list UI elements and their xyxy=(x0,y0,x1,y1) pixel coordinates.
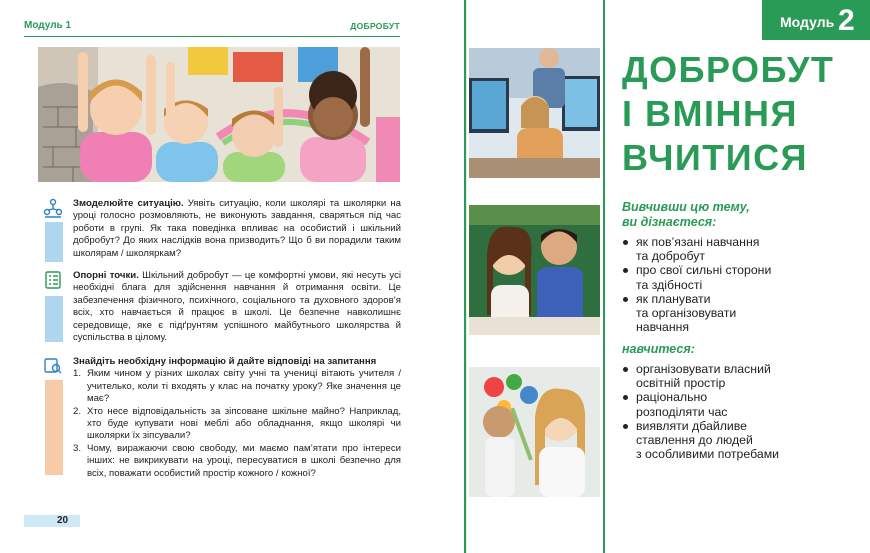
children-photo xyxy=(38,47,400,182)
questions-list xyxy=(73,368,401,480)
people-network-icon xyxy=(43,198,63,218)
module-tab-label: Модуль xyxy=(780,14,835,30)
module-tab-number: 2 xyxy=(838,4,855,37)
module-title: ДОБРОБУТ І ВМІННЯ ВЧИТИСЯ xyxy=(622,49,835,178)
key-points-block xyxy=(43,270,401,345)
accent-bar xyxy=(45,296,63,342)
accent-bar xyxy=(45,222,63,262)
list-item: як пов’язані навчання та добробут xyxy=(622,235,771,263)
science-photo xyxy=(469,367,600,497)
list-item: 2. Хто несе відповідальність за зіпсоване шкільне майно? Наприклад, хто буде купувати нові меблі або обладнання, якщо школярі чи школярки їх зіпсували? xyxy=(73,405,401,442)
learn-heading: Вивчивши цю тему, ви дізнаєтеся: xyxy=(622,200,750,229)
list-item: раціонально розподіляти час xyxy=(622,390,779,418)
list-item: виявляти дбайливе ставлення до людей з особливими потребами xyxy=(622,419,779,462)
block-lead: Опорні точки. xyxy=(73,270,139,281)
module-label: Модуль 1 xyxy=(24,20,72,31)
block-lead: Знайдіть необхідну інформацію й дайте відповіді на запитання xyxy=(73,356,377,367)
divider-line xyxy=(603,0,605,553)
search-device-icon xyxy=(43,356,63,376)
list-item: 1. Яким чином у різних школах світу учні та учениці вітають учителя / учителько, коли ті входять у клас на початку уроку? Яке значення це має? xyxy=(73,368,401,405)
skills-list xyxy=(622,362,779,461)
checklist-icon xyxy=(43,270,63,290)
accent-bar xyxy=(45,380,63,475)
block-text: Уявіть ситуацію, коли школярі та школярки на уроці голосно розмовляють, не виконують завдання, сваряться під час роботи в групі. Як така поведінка впливає на особистий і шкільний добробут? До яких наслідків вона призводить? Що б ви порадили таким школярам / школяркам? xyxy=(73,198,401,259)
list-item: організовувати власний освітній простір xyxy=(622,362,779,390)
block-text: Шкільний добробут — це комфортні умови, які несуть усі необхідні блага для здійснення навчання й отримання освіти. Це забезпечення фізичного, психічного, соціального та духовного здоров’я всіх, хто навчається й працює в школі. Це безпечне навколишнє середовище, яке є підґрунтям успішного майбутнього школярства й суспільства в цілому. xyxy=(73,270,401,344)
list-item: 3. Чому, виражаючи свою свободу, ми маємо пам’ятати про інтереси інших: не викрикувати на уроці, пересуватися в школі безпечно для всіх, поважати особистий простір кожного / кожної? xyxy=(73,442,401,479)
computer-class-photo xyxy=(469,48,600,178)
page-number: 20 xyxy=(24,515,80,527)
running-header xyxy=(24,18,400,37)
list-item: як планувати та організовувати навчання xyxy=(622,292,771,335)
module-tab xyxy=(762,0,870,40)
modeling-block xyxy=(43,198,401,262)
block-lead: Змоделюйте ситуацію. xyxy=(73,198,184,209)
list-item: про свої сильні сторони та здібності xyxy=(622,263,771,291)
students-photo xyxy=(469,205,600,335)
section-label: ДОБРОБУТ xyxy=(350,21,400,31)
learn-list xyxy=(622,235,771,334)
find-info-block xyxy=(43,356,401,481)
skills-heading: навчитеся: xyxy=(622,342,695,356)
divider-line xyxy=(464,0,466,553)
